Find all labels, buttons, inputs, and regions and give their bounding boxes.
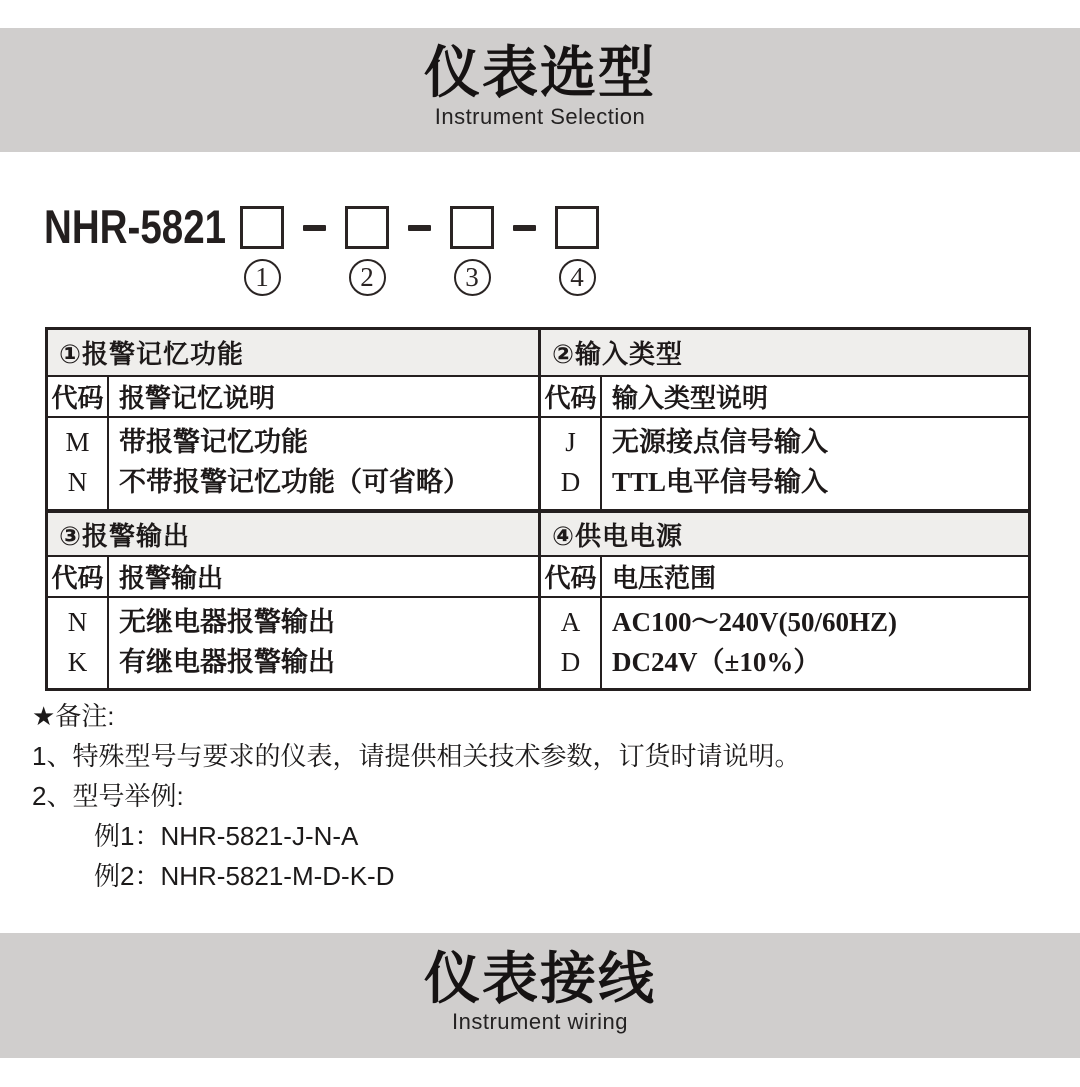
desc-header-cell: 电压范围 [612, 564, 717, 593]
page-title: 仪表选型 [424, 41, 656, 105]
example-line-2: 例2：NHR-5821-M-D-K-D [94, 861, 395, 891]
top-banner [0, 28, 1080, 152]
example-line-1: 例1：NHR-5821-J-N-A [94, 821, 359, 851]
code-header-cell: 代码 [541, 557, 602, 596]
notes-title: ★备注: [32, 701, 115, 731]
section-header: ②输入类型 [541, 330, 1028, 377]
desc-header-cell: 报警记忆说明 [119, 384, 276, 413]
code-cell: D [560, 467, 581, 498]
desc-cell: TTL电平信号输入 [612, 467, 829, 498]
model-prefix: NHR-5821 [44, 200, 227, 253]
position-marker-1: 1 [244, 259, 281, 296]
table-section-alarm-memory [48, 330, 538, 509]
desc-cell: 无继电器报警输出 [119, 606, 335, 637]
model-box-3 [450, 206, 494, 249]
page-subtitle: Instrument Selection [434, 103, 646, 129]
model-box-1 [240, 206, 284, 249]
code-header-cell: 代码 [48, 377, 109, 416]
model-box-2 [345, 206, 389, 249]
desc-cell: 无源接点信号输入 [612, 426, 828, 457]
code-cell: J [565, 426, 576, 457]
dash-separator [303, 225, 326, 231]
bottom-banner [0, 933, 1080, 1058]
code-cell: A [560, 606, 581, 637]
desc-cell: DC24V（±10%） [612, 646, 821, 677]
notes-block [32, 696, 1042, 896]
position-marker-2: 2 [349, 259, 386, 296]
desc-cell: AC100～240V(50/60HZ) [612, 606, 897, 637]
desc-header-cell: 输入类型说明 [612, 384, 769, 413]
code-cell: N [67, 606, 88, 637]
code-cell: K [67, 646, 88, 677]
section-header: ③报警输出 [48, 513, 538, 557]
position-marker-3: 3 [454, 259, 491, 296]
desc-cell: 不带报警记忆功能（可省略） [119, 467, 470, 498]
section-header: ①报警记忆功能 [48, 330, 538, 377]
dash-separator [408, 225, 431, 231]
section-title-wiring: 仪表接线 [424, 946, 656, 1010]
note-line-2: 2、型号举例: [32, 781, 184, 811]
code-cell: D [560, 646, 581, 677]
note-line-1: 1、特殊型号与要求的仪表，请提供相关技术参数，订货时请说明。 [32, 741, 801, 771]
table-section-input-type [538, 330, 1028, 509]
code-cell: N [67, 467, 88, 498]
dash-separator [513, 225, 536, 231]
desc-cell: 有继电器报警输出 [119, 646, 335, 677]
section-subtitle-wiring: Instrument wiring [451, 1009, 628, 1035]
position-marker-4: 4 [559, 259, 596, 296]
table-section-alarm-output [48, 509, 538, 688]
section-header: ④供电电源 [541, 513, 1028, 557]
desc-header-cell: 报警输出 [119, 564, 224, 593]
desc-cell: 带报警记忆功能 [119, 426, 308, 457]
code-cell: M [65, 426, 90, 457]
model-code-boxes [240, 206, 599, 249]
code-header-cell: 代码 [48, 557, 109, 596]
table-section-power-supply [538, 509, 1028, 688]
code-header-cell: 代码 [541, 377, 602, 416]
model-box-4 [555, 206, 599, 249]
position-markers [240, 259, 599, 296]
selection-table [45, 327, 1031, 691]
